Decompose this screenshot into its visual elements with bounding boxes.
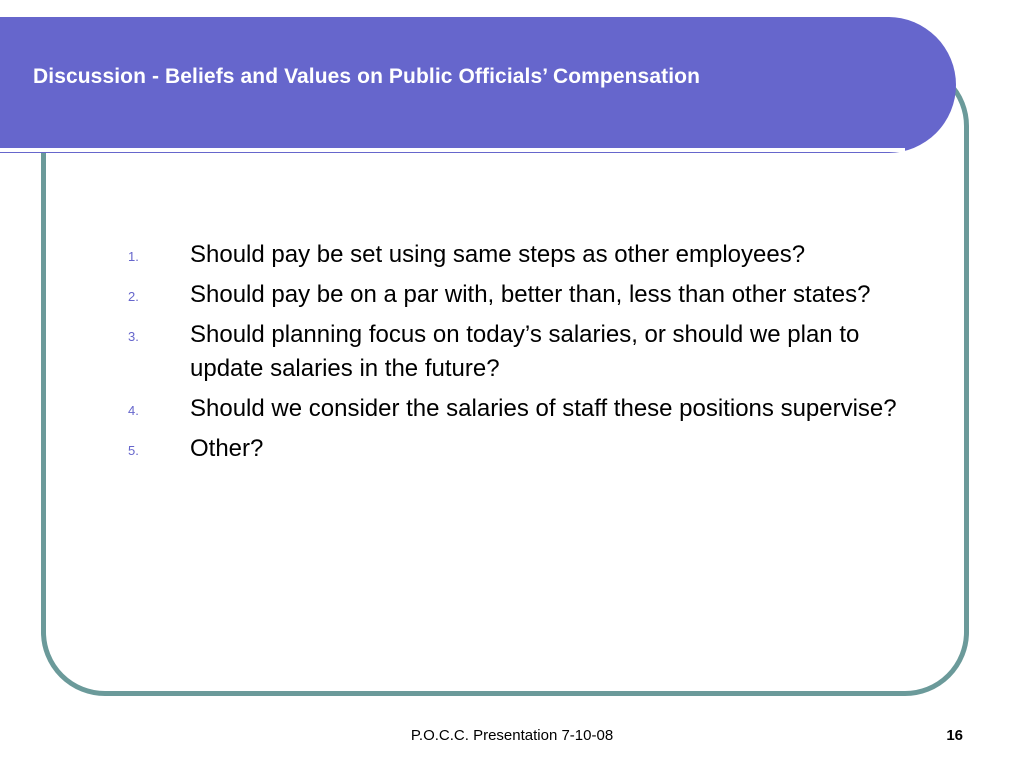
list-item-number: 3. — [128, 329, 139, 344]
title-divider — [0, 148, 905, 152]
list-item-text: Other? — [190, 435, 264, 462]
list-item — [128, 318, 928, 386]
page-number: 16 — [946, 727, 963, 744]
list-item-number: 2. — [128, 289, 139, 304]
list-item-text: Should we consider the salaries of staff these positions supervise? — [190, 395, 897, 422]
slide-footer: P.O.C.C. Presentation 7-10-08 — [410, 727, 614, 744]
list-item-text: Should planning focus on today’s salaries, or should we plan to update salaries in the future? — [190, 321, 860, 382]
list-item-number: 4. — [128, 403, 139, 418]
list-item-number: 5. — [128, 443, 139, 458]
question-list — [128, 238, 928, 472]
list-item — [128, 432, 928, 466]
list-item-number: 1. — [128, 249, 139, 264]
list-item — [128, 238, 928, 272]
list-item — [128, 278, 928, 312]
slide-title: Discussion - Beliefs and Values on Public Officials’ Compensation — [33, 65, 700, 88]
list-item-text: Should pay be set using same steps as other employees? — [190, 241, 806, 268]
title-bar — [0, 17, 956, 153]
list-item — [128, 392, 928, 426]
list-item-text: Should pay be on a par with, better than, less than other states? — [190, 281, 871, 308]
